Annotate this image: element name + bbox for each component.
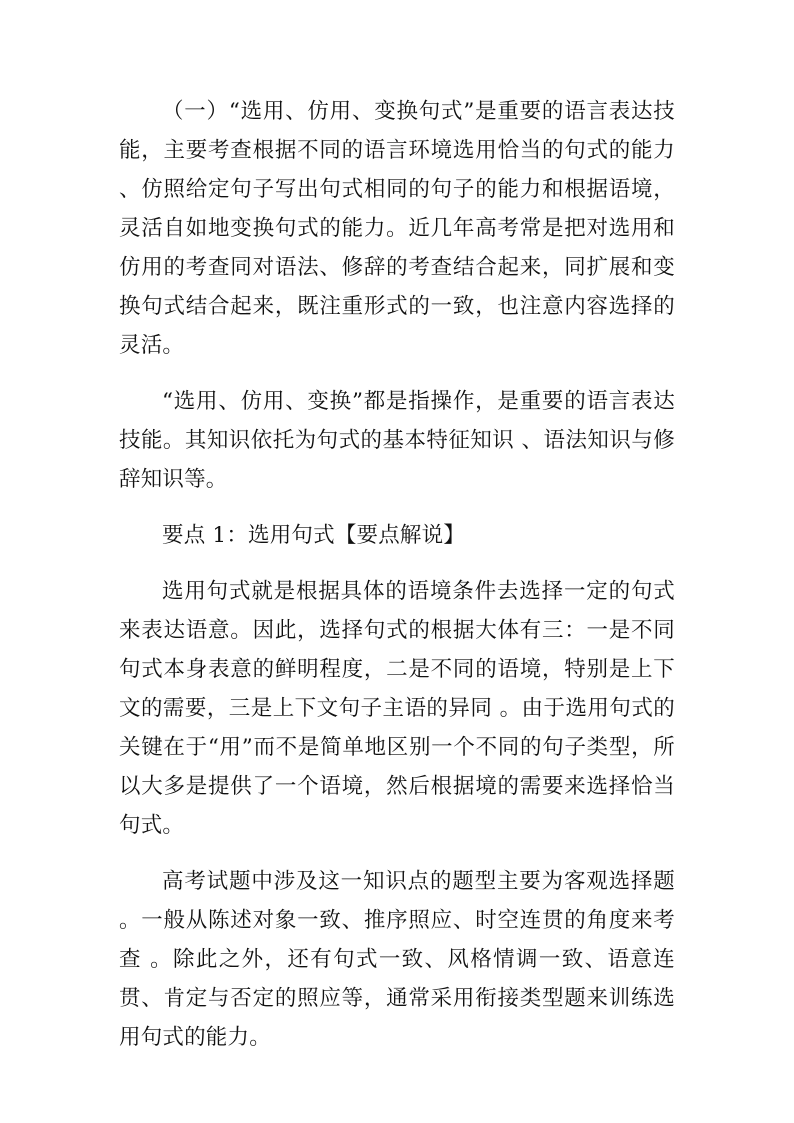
paragraph-gap [119, 499, 675, 516]
section-heading: 要点 1：选用句式【要点解说】 [162, 523, 466, 548]
paragraph-gap [119, 555, 675, 572]
paragraph-exam: 高考试题中涉及这一知识点的题型主要为客观选择题 。一般从陈述对象一致、推序照应、时空连贯的角度来考查 。除此之外，还有句式一致、风格情调一致、语意连贯、肯定与否定的照应等，通常采用衔接类型题来训练选用句式的能力。 [119, 869, 675, 1050]
paragraph-gap [119, 365, 675, 382]
paragraph-gap [119, 845, 675, 862]
paragraph-intro: （一）“选用、仿用、变换句式”是重要的语言表达技能，主要考查根据不同的语言环境选用恰当的句式的能力 、仿照给定句子写出句式相同的句子的能力和根据语境，灵活自如地变换句式的能力。近几年高考常是把对选用和仿用的考查同对语法、修辞的考查结合起来，同扩展和变换句式结合起来，既注重形式的一致，也注意内容选择的灵活。 [119, 99, 675, 358]
paragraph-operation: “选用、仿用、变换”都是指操作，是重要的语言表达技能。其知识依托为句式的基本特征知识 、语法知识与修辞知识等。 [119, 389, 675, 492]
paragraph-explanation: 选用句式就是根据具体的语境条件去选择一定的句式来表达语意。因此，选择句式的根据大体有三：一是不同句式本身表意的鲜明程度，二是不同的语境，特别是上下文的需要，三是上下文句子主语的异同 。由于选用句式的关键在于“用”而不是简单地区别一个不同的句子类型，所以大多是提供了一个语境，然后根据境的需要来选择恰当句式。 [119, 579, 675, 838]
document-page [119, 92, 675, 1057]
